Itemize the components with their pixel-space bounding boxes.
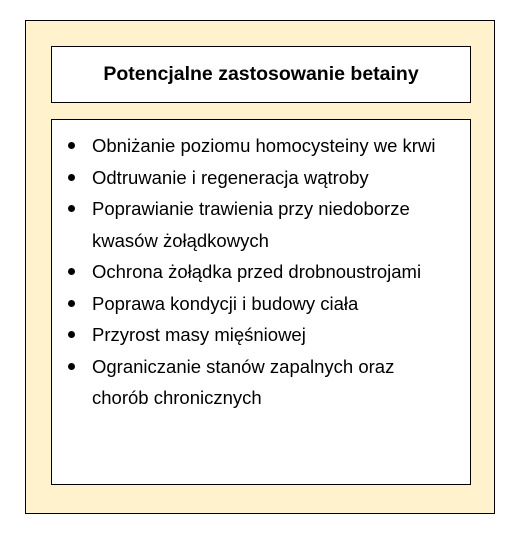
- bullet-dot-icon: [68, 331, 75, 338]
- title-box: [51, 46, 471, 103]
- list-item-text: Przyrost masy mięśniowej: [92, 324, 306, 345]
- list-item: [52, 193, 460, 256]
- bullet-dot-icon: [68, 300, 75, 307]
- bullet-dot-icon: [68, 142, 75, 149]
- list-item-text: Odtruwanie i regeneracja wątroby: [92, 166, 369, 188]
- list-item-text: Ochrona żołądka przed drobnoustrojami: [92, 261, 422, 282]
- list-item: [52, 256, 460, 288]
- bullet-dot-icon: [68, 363, 75, 370]
- diagram-title: Potencjalne zastosowanie betainy: [103, 63, 419, 85]
- list-item: [52, 319, 460, 351]
- bullet-dot-icon: [68, 174, 75, 181]
- list-item-text: Poprawianie trawienia przy niedoborze kwasów żołądkowych: [92, 198, 410, 251]
- list-item: [52, 130, 460, 162]
- diagram-panel: [25, 20, 495, 514]
- list-item-text: Obniżanie poziomu homocysteiny we krwi: [92, 135, 436, 156]
- list-item-text: Ograniczanie stanów zapalnych oraz chorób chronicznych: [92, 355, 395, 408]
- list-item: [52, 288, 460, 320]
- bullet-dot-icon: [68, 268, 75, 275]
- bullet-dot-icon: [68, 205, 75, 212]
- uses-list-box: [51, 119, 471, 485]
- uses-list: [52, 130, 460, 414]
- list-item: [52, 351, 460, 414]
- list-item: [52, 162, 460, 194]
- list-item-text: Poprawa kondycji i budowy ciała: [92, 292, 359, 314]
